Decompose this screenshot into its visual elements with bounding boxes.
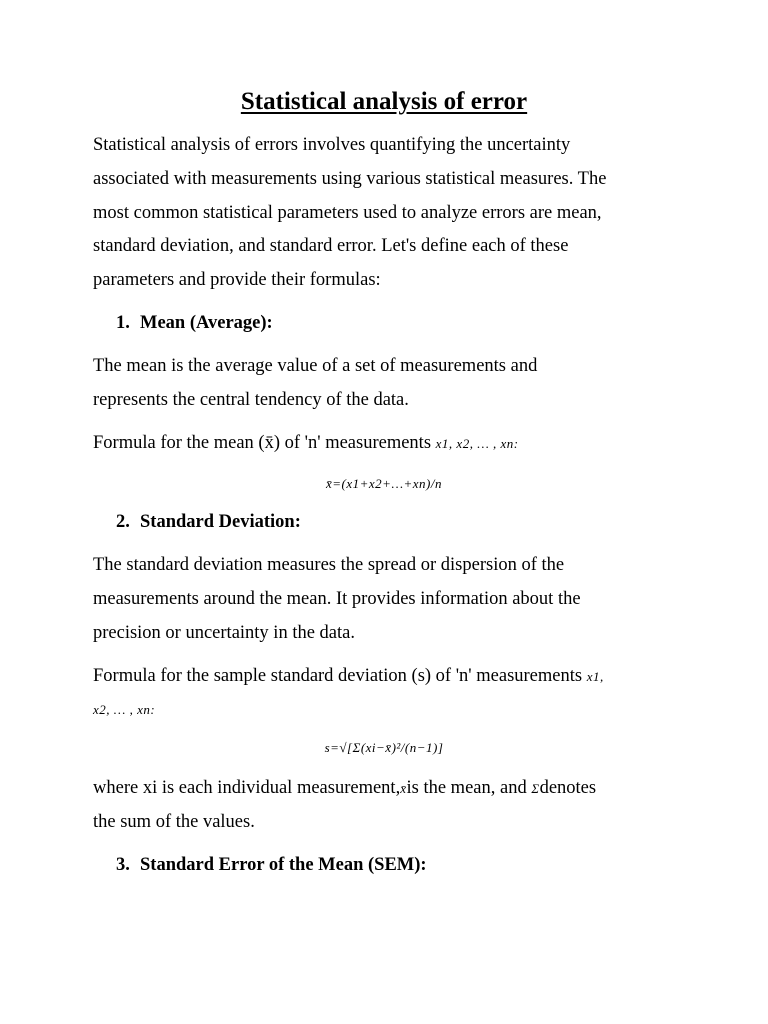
intro-line-5: parameters and provide their formulas: [93, 270, 381, 290]
section-number: 2. [116, 512, 130, 532]
sd-formula-intro [93, 666, 604, 687]
sd-desc-line-3: precision or uncertainty in the data. [93, 623, 355, 643]
intro-line-4: standard deviation, and standard error. Let's define each of these [93, 236, 569, 256]
section-heading-sem [116, 855, 427, 875]
formula-label: Formula for the mean (x̄) of 'n' measurements [93, 433, 432, 453]
where-text: is the mean, and [406, 778, 532, 798]
sd-where-line-2: the sum of the values. [93, 812, 255, 832]
section-number: 1. [116, 313, 130, 333]
formula-variables: x2, … , xn: [93, 702, 156, 717]
section-title: Standard Deviation: [140, 512, 301, 532]
sd-desc-line-2: measurements around the mean. It provides information about the [93, 589, 581, 609]
sigma-symbol: Σ [531, 781, 540, 796]
intro-line-2: associated with measurements using various statistical measures. The [93, 169, 607, 189]
sd-formula-intro-cont [93, 699, 155, 720]
section-title: Mean (Average): [140, 313, 273, 333]
section-number: 3. [116, 855, 130, 875]
sd-desc-line-1: The standard deviation measures the spread or dispersion of the [93, 555, 565, 575]
mean-desc-line-2: represents the central tendency of the data. [93, 390, 409, 410]
formula-variables: x1, [586, 669, 604, 684]
formula-variables: x1, x2, … , xn: [435, 436, 519, 451]
formula-label: Formula for the sample standard deviation (s) of 'n' measurements [93, 666, 583, 686]
intro-line-3: most common statistical parameters used to analyze errors are mean, [93, 203, 602, 223]
section-heading-standard-deviation [116, 512, 301, 532]
section-title: Standard Error of the Mean (SEM): [140, 855, 427, 875]
xbar-symbol: x̄ [400, 781, 407, 796]
sd-where-line-1 [93, 778, 596, 799]
sd-formula: s=√[Σ(xi−x̄)²/(n−1)] [324, 740, 444, 755]
mean-formula-intro [93, 433, 519, 454]
document-title: Statistical analysis of error [240, 88, 528, 115]
mean-desc-line-1: The mean is the average value of a set of measurements and [93, 356, 538, 376]
intro-line-1: Statistical analysis of errors involves quantifying the uncertainty [93, 135, 571, 155]
section-heading-mean [116, 313, 273, 333]
where-text: denotes [539, 778, 597, 798]
mean-formula: x̄=(x1+x2+…+xn)/n [326, 476, 442, 491]
where-text: where xi is each individual measurement, [93, 778, 401, 798]
